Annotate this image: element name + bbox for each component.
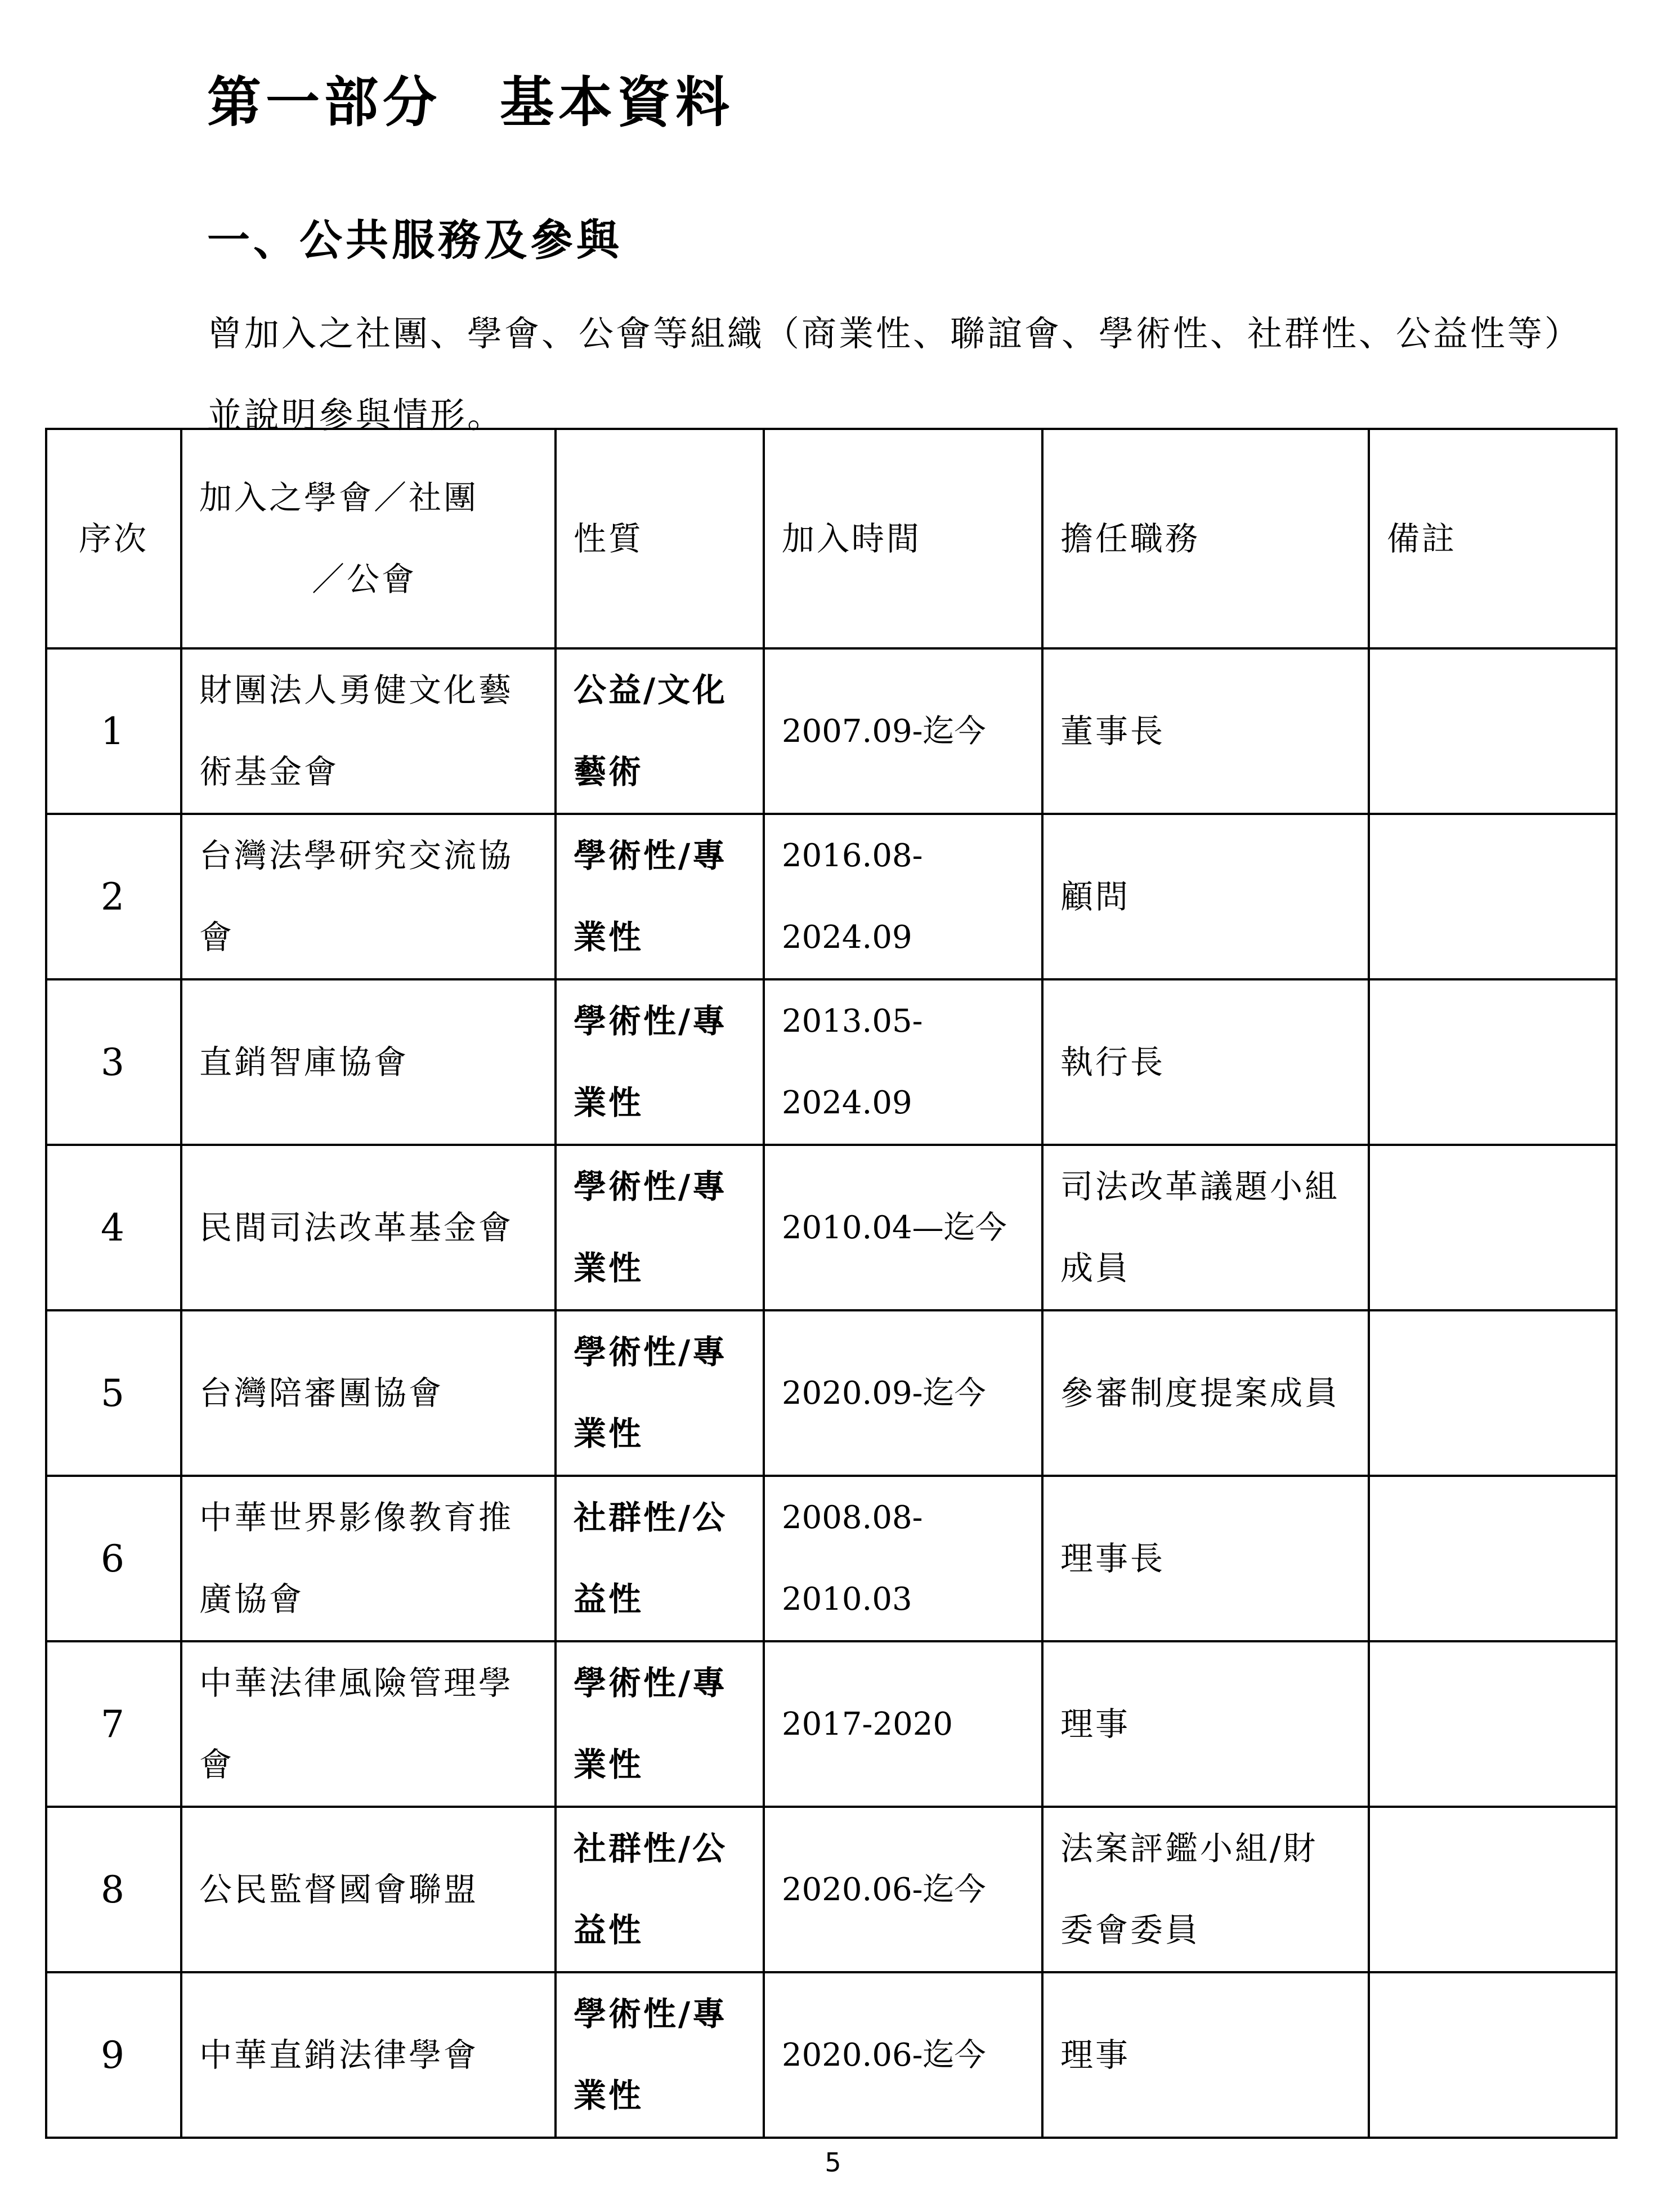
header-organization [181,429,556,648]
cell-note [1369,1807,1616,1972]
table-header-row [46,429,1616,648]
header-organization-line1: 加入之學會／社團 [199,478,479,517]
table-row [46,1476,1616,1641]
page-number: 5 [825,2147,841,2178]
cell-period: 2016.08-2024.09 [764,814,1042,979]
section-title: 一、公共服務及參與 [207,215,622,265]
cell-note [1369,1145,1616,1310]
cell-role: 顧問 [1042,814,1369,979]
cell-organization: 台灣陪審團協會 [181,1310,556,1476]
cell-note [1369,1310,1616,1476]
cell-note [1369,1641,1616,1807]
cell-nature: 社群性/公益性 [556,1476,764,1641]
cell-period: 2020.06-迄今 [764,1972,1042,2138]
table-row [46,814,1616,979]
table-row [46,648,1616,814]
cell-seq: 5 [46,1310,181,1476]
cell-nature: 學術性/專業性 [556,979,764,1145]
cell-note [1369,814,1616,979]
cell-role: 法案評鑑小組/財委會委員 [1042,1807,1369,1972]
intro-paragraph: 曾加入之社團、學會、公會等組織（商業性、聯誼會、學術性、社群性、公益性等）並說明參與情形。 [207,313,1582,436]
cell-nature: 學術性/專業性 [556,1145,764,1310]
cell-role: 執行長 [1042,979,1369,1145]
header-seq: 序次 [46,429,181,648]
cell-note [1369,648,1616,814]
table-row [46,1310,1616,1476]
header-role: 擔任職務 [1042,429,1369,648]
header-note: 備註 [1369,429,1616,648]
cell-organization: 財團法人勇健文化藝術基金會 [181,648,556,814]
cell-period: 2013.05-2024.09 [764,979,1042,1145]
cell-nature: 學術性/專業性 [556,1641,764,1807]
cell-period: 2020.06-迄今 [764,1807,1042,1972]
cell-seq: 2 [46,814,181,979]
cell-organization: 台灣法學研究交流協會 [181,814,556,979]
header-period: 加入時間 [764,429,1042,648]
cell-nature: 學術性/專業性 [556,1972,764,2138]
table-row [46,1807,1616,1972]
part-title: 第一部分 基本資料 [207,71,734,134]
header-organization-line2: ／公會 [312,560,417,598]
cell-seq: 7 [46,1641,181,1807]
cell-note [1369,1972,1616,2138]
cell-role: 理事長 [1042,1476,1369,1641]
cell-period: 2008.08-2010.03 [764,1476,1042,1641]
cell-seq: 8 [46,1807,181,1972]
cell-role: 董事長 [1042,648,1369,814]
cell-role: 理事 [1042,1972,1369,2138]
cell-seq: 6 [46,1476,181,1641]
cell-nature: 學術性/專業性 [556,1310,764,1476]
cell-organization: 中華直銷法律學會 [181,1972,556,2138]
cell-organization: 中華法律風險管理學會 [181,1641,556,1807]
cell-organization: 直銷智庫協會 [181,979,556,1145]
cell-note [1369,979,1616,1145]
table-row [46,979,1616,1145]
organizations-table [45,428,1618,2139]
cell-organization: 公民監督國會聯盟 [181,1807,556,1972]
cell-period: 2010.04—迄今 [764,1145,1042,1310]
cell-organization: 民間司法改革基金會 [181,1145,556,1310]
cell-seq: 3 [46,979,181,1145]
cell-nature: 學術性/專業性 [556,814,764,979]
header-nature: 性質 [556,429,764,648]
cell-nature: 社群性/公益性 [556,1807,764,1972]
cell-seq: 9 [46,1972,181,2138]
cell-period: 2017-2020 [764,1641,1042,1807]
cell-period: 2007.09-迄今 [764,648,1042,814]
table-row [46,1145,1616,1310]
cell-seq: 4 [46,1145,181,1310]
table-row [46,1641,1616,1807]
cell-period: 2020.09-迄今 [764,1310,1042,1476]
cell-role: 理事 [1042,1641,1369,1807]
cell-organization: 中華世界影像教育推廣協會 [181,1476,556,1641]
cell-note [1369,1476,1616,1641]
cell-seq: 1 [46,648,181,814]
cell-role: 參審制度提案成員 [1042,1310,1369,1476]
cell-nature: 公益/文化藝術 [556,648,764,814]
cell-role: 司法改革議題小組成員 [1042,1145,1369,1310]
table-row [46,1972,1616,2138]
